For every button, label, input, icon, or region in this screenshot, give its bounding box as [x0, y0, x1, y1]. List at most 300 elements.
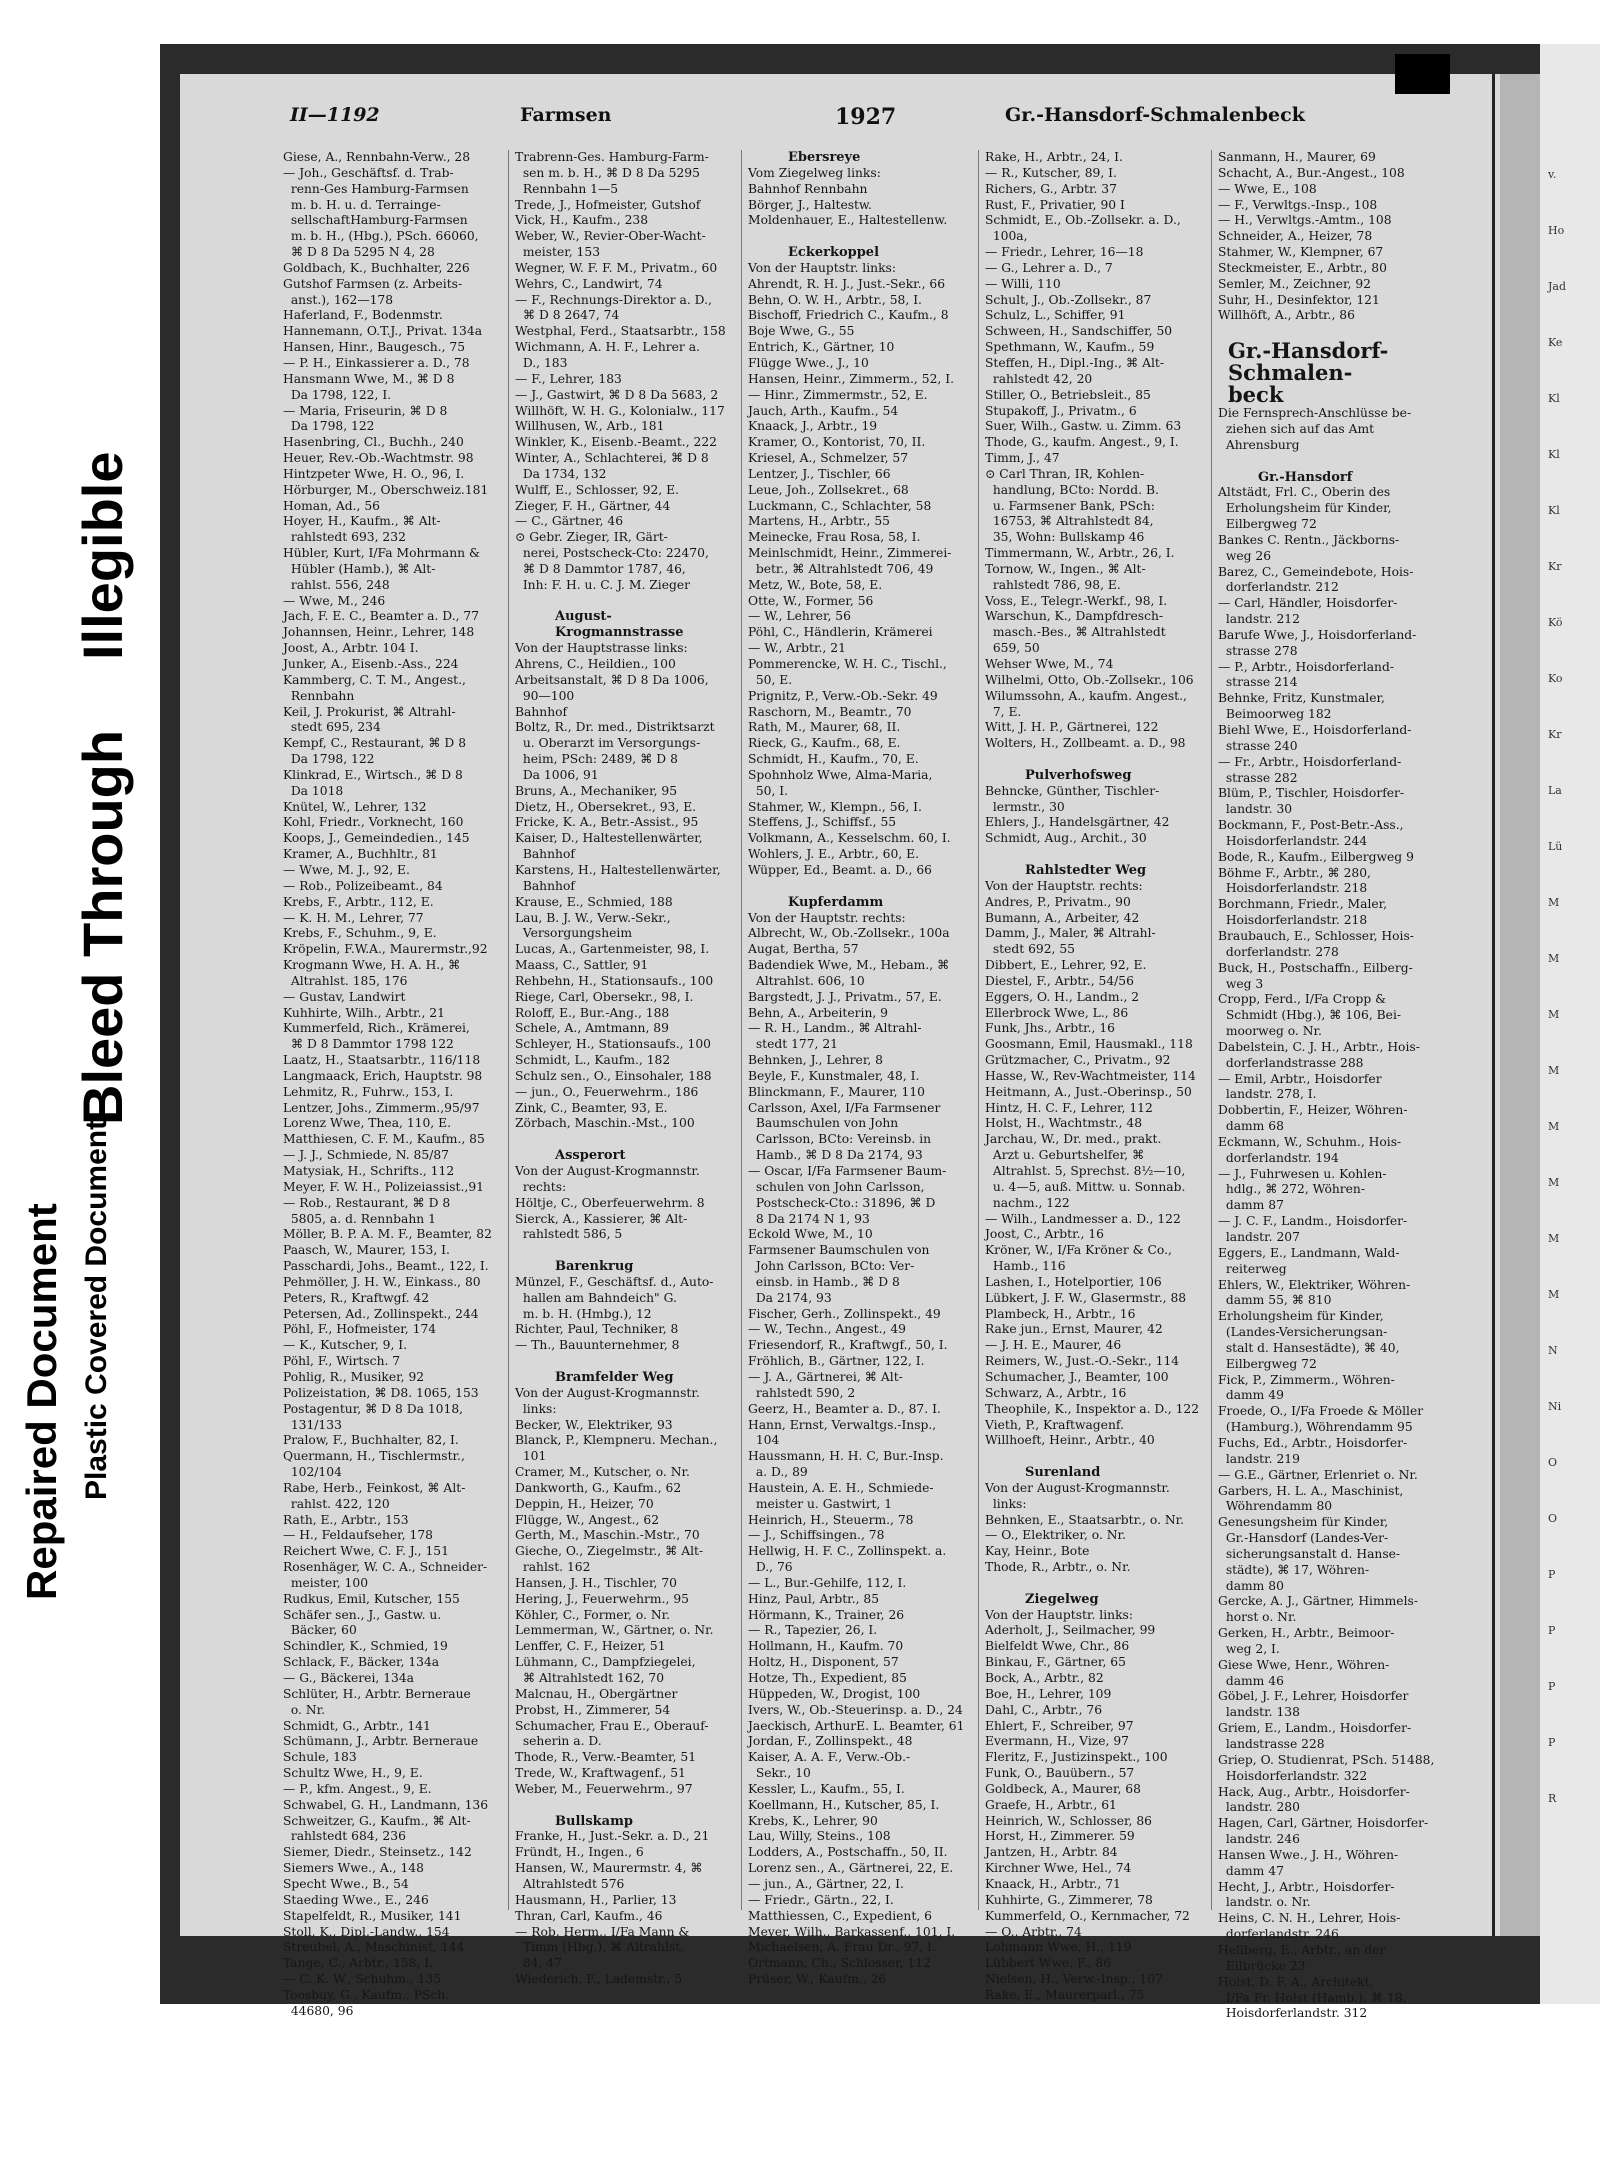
directory-entry: Böhme F., Arbtr., ⌘ 280, [1218, 865, 1371, 880]
directory-entry: Hann, Ernst, Verwaltgs.-Insp., [748, 1417, 937, 1432]
directory-entry: Martens, H., Arbtr., 55 [748, 514, 890, 529]
directory-entry: Kriesel, A., Schmelzer, 57 [748, 451, 909, 466]
directory-entry: — jun., O., Feuerwehrm., 186 [515, 1084, 699, 1099]
directory-entry: landstr. 219 [1218, 1451, 1300, 1466]
directory-entry: Barez, C., Gemeindebote, Hois- [1218, 564, 1414, 579]
header-left-place: Farmsen [520, 104, 612, 126]
directory-entry: — R., Kutscher, 89, I. [985, 165, 1117, 180]
directory-entry: stedt 695, 234 [283, 720, 381, 735]
directory-entry: Vom Ziegelweg links: [748, 165, 881, 180]
directory-entry: — R. H., Landm., ⌘ Altrahl- [748, 1021, 922, 1036]
next-page-fragment: M [1548, 1288, 1560, 1301]
directory-entry: — Friedr., Lehrer, 16—18 [985, 245, 1144, 260]
directory-entry: Münzel, F., Geschäftsf. d., Auto- [515, 1274, 714, 1289]
directory-entry: ziehen sich auf das Amt [1218, 421, 1375, 436]
directory-entry: Schulz sen., O., Einsohaler, 188 [515, 1068, 712, 1083]
directory-entry: Albrecht, W., Ob.-Zollsekr., 100a [748, 926, 950, 941]
directory-entry: Lübbert Wwe, F., 86 [985, 1956, 1112, 1971]
directory-entry: Karstens, H., Haltestellenwärter, [515, 862, 721, 877]
directory-entry: Hoisdorferlandstr. 312 [1218, 2006, 1368, 2021]
directory-entry: Heinrich, W., Schlosser, 86 [985, 1813, 1152, 1828]
directory-entry: meister, 100 [283, 1575, 369, 1590]
directory-entry: Lenffer, C. F., Heizer, 51 [515, 1639, 666, 1654]
directory-entry: Gr.-Hansdorf (Landes-Ver- [1218, 1531, 1389, 1546]
directory-entry: Rosenhäger, W. C. A., Schneider- [283, 1560, 488, 1575]
directory-entry: Kirchner Wwe, Hel., 74 [985, 1861, 1132, 1876]
directory-entry: — J., Schiffsingen., 78 [748, 1528, 885, 1543]
directory-entry: damm 87 [1218, 1198, 1284, 1213]
directory-entry: Siemers Wwe., A., 148 [283, 1861, 424, 1876]
directory-entry: Da 1798, 122 [283, 419, 375, 434]
directory-entry: Goosmann, Emil, Hausmakl., 118 [985, 1037, 1193, 1052]
directory-entry: — Gustav, Landwirt [283, 989, 406, 1004]
directory-entry: strasse 240 [1218, 738, 1298, 753]
directory-entry: Von der Hauptstr. rechts: [748, 910, 906, 925]
street-heading: Eckerkoppel [788, 245, 880, 261]
directory-entry: Hansmann Wwe, M., ⌘ D 8 [283, 371, 455, 386]
directory-entry: Ahrensburg [1218, 437, 1300, 452]
directory-entry [985, 1449, 1199, 1465]
directory-entry: — Hinr., Zimmermstr., 52, E. [748, 387, 928, 402]
directory-entry: Weber, W., Revier-Ober-Wacht- [515, 229, 706, 244]
directory-entry: Diestel, F., Arbtr., 54/56 [985, 973, 1134, 988]
directory-entry: Pehmöller, J. H. W., Einkass., 80 [283, 1274, 481, 1289]
directory-entry: Binkau, F., Gärtner, 65 [985, 1655, 1126, 1670]
directory-entry: Willhöft, A., Arbtr., 86 [1218, 308, 1355, 323]
directory-entry: Winter, A., Schlachterei, ⌘ D 8 [515, 451, 709, 466]
directory-entry: Kay, Heinr., Bote [985, 1544, 1090, 1559]
directory-entry: Ehlert, F., Schreiber, 97 [985, 1718, 1134, 1733]
directory-entry: Da 2174, 93 [748, 1290, 832, 1305]
next-page-fragment: P [1548, 1568, 1556, 1581]
directory-entry: Jach, F. E. C., Beamter a. D., 77 [283, 609, 480, 624]
directory-entry: Peters, R., Kraftwgf. 42 [283, 1290, 430, 1305]
directory-entry: 100a, [985, 229, 1028, 244]
directory-entry: Aderholt, J., Seilmacher, 99 [985, 1623, 1156, 1638]
directory-entry: — J. H. E., Maurer, 46 [985, 1338, 1122, 1353]
directory-entry: Rake jun., Ernst, Maurer, 42 [985, 1322, 1163, 1337]
directory-entry: Jauch, Arth., Kaufm., 54 [748, 403, 899, 418]
directory-entry: Hack, Aug., Arbtr., Hoisdorfer- [1218, 1784, 1410, 1799]
directory-entry: — K., Kutscher, 9, I. [283, 1338, 408, 1353]
directory-entry: Grützmacher, C., Privatm., 92 [985, 1053, 1171, 1068]
directory-entry: Specht Wwe., B., 54 [283, 1876, 409, 1891]
directory-entry: Arzt u. Geburtshelfer, ⌘ [985, 1148, 1145, 1163]
directory-entry: Hübler, Kurt, I/Fa Mohrmann & [283, 546, 480, 561]
directory-entry: Eilbergweg 72 [1218, 1356, 1317, 1371]
next-page-fragment: Kö [1548, 616, 1563, 629]
directory-entry: rahlstedt 786, 98, E. [985, 577, 1121, 592]
directory-entry: Kummerfeld, Rich., Krämerei, [283, 1021, 470, 1036]
directory-entry: landstr. 278, I. [1218, 1087, 1317, 1102]
directory-entry: Wöhrendamm 80 [1218, 1499, 1333, 1514]
directory-entry: Möller, B. P. A. M. F., Beamter, 82 [283, 1227, 492, 1242]
directory-entry: Dankworth, G., Kaufm., 62 [515, 1480, 682, 1495]
directory-entry: Von der August-Krogmannstr. [515, 1164, 700, 1178]
directory-entry: Garbers, H. L. A., Maschinist, [1218, 1483, 1404, 1498]
directory-entry: Friesendorf, R., Kraftwgf., 50, I. [748, 1338, 948, 1353]
directory-entry: Pöhl, F., Wirtsch. 7 [283, 1354, 401, 1369]
directory-entry: landstr. 30 [1218, 802, 1293, 817]
directory-entry: Erholungsheim für Kinder, [1218, 1309, 1384, 1324]
directory-entry [515, 1354, 726, 1370]
street-heading: Ziegelweg [1025, 1591, 1099, 1607]
directory-entry: ⊙ Carl Thran, IR, Kohlen- [985, 466, 1145, 481]
directory-entry: Stapelfeldt, R., Musiker, 141 [283, 1908, 462, 1923]
directory-entry: Pohlig, R., Musiker, 92 [283, 1369, 425, 1384]
directory-entry: Schlack, F., Bäcker, 134a [283, 1655, 440, 1670]
directory-entry: Bielfeldt Wwe, Chr., 86 [985, 1639, 1130, 1654]
directory-entry: 131/133 [283, 1417, 342, 1432]
next-page-fragment: M [1548, 896, 1560, 909]
directory-entry: Genesungsheim für Kinder, [1218, 1515, 1389, 1530]
directory-entry: (Landes-Versicherungsan- [1218, 1325, 1388, 1340]
directory-entry: Evermann, H., Vize, 97 [985, 1734, 1129, 1749]
directory-entry: Pommerencke, W. H. C., Tischl., [748, 657, 947, 671]
directory-entry: Wilhelmi, Otto, Ob.-Zollsekr., 106 [985, 672, 1194, 687]
directory-entry: Die Fernsprech-Anschlüsse be- [1218, 406, 1412, 421]
directory-entry: Thode, G., kaufm. Angest., 9, I. [985, 435, 1179, 450]
directory-entry: Hintz, H. C. F., Lehrer, 112 [985, 1100, 1153, 1115]
next-page-fragment: Ko [1548, 672, 1563, 685]
directory-entry: Altrahlst. 606, 10 [748, 973, 865, 988]
directory-entry: Paasch, W., Maurer, 153, I. [283, 1243, 450, 1258]
directory-entry: Matthiesen, C. F. M., Kaufm., 85 [283, 1132, 485, 1147]
directory-entry: 5805, a. d. Rennbahn 1 [283, 1211, 436, 1226]
directory-entry [985, 1576, 1199, 1592]
directory-entry: Boltz, R., Dr. med., Distriktsarzt [515, 720, 715, 735]
directory-entry: Schmidt, L., Kaufm., 182 [515, 1053, 671, 1068]
directory-entry: — Rob. Herm., I/Fa Mann & [515, 1924, 690, 1939]
next-page-fragment: Ke [1548, 336, 1563, 349]
directory-entry: Schumacher, Frau E., Oberauf- [515, 1718, 709, 1733]
directory-entry: 101 [515, 1449, 547, 1464]
directory-entry: Lau, B. J. W., Verw.-Sekr., [515, 910, 671, 925]
directory-entry: Wolters, H., Zollbeamt. a. D., 98 [985, 736, 1186, 751]
next-page-fragment: O [1548, 1512, 1558, 1525]
directory-entry: landstr. 280 [1218, 1800, 1300, 1815]
directory-entry: — H., Verwltgs.-Amtm., 108 [1218, 213, 1392, 228]
column-rule [978, 150, 979, 1910]
directory-entry: Klinkrad, E., Wirtsch., ⌘ D 8 [283, 767, 463, 782]
header-right-place: Gr.-Hansdorf-Schmalenbeck [1005, 104, 1305, 126]
directory-entry: Funk, Jhs., Arbtr., 16 [985, 1021, 1115, 1036]
directory-entry: Fröhlich, B., Gärtner, 122, I. [748, 1354, 925, 1369]
directory-entry: Hinz, Paul, Arbtr., 85 [748, 1591, 880, 1606]
directory-entry: betr., ⌘ Altrahlstedt 706, 49 [748, 561, 934, 576]
directory-entry: Junker, A., Eisenb.-Ass., 224 [283, 657, 459, 671]
directory-entry: Hansen Wwe., J. H., Wöhren- [1218, 1847, 1399, 1862]
directory-entry: meister, 153 [515, 245, 601, 260]
directory-entry: Farmsener Baumschulen von [748, 1243, 930, 1258]
directory-entry: Schule, 183 [283, 1750, 357, 1765]
directory-entry: (Hamburg.), Wöhrendamm 95 [1218, 1420, 1413, 1435]
directory-entry: Malcnau, H., Obergärtner [515, 1686, 678, 1701]
directory-entry: Petersen, Ad., Zollinspekt., 244 [283, 1306, 479, 1321]
directory-entry: Blanck, P., Klempneru. Mechan., [515, 1433, 718, 1448]
directory-entry: Hecht, J., Arbtr., Hoisdorfer- [1218, 1879, 1395, 1894]
directory-entry: Kessler, L., Kaufm., 55, I. [748, 1781, 905, 1796]
directory-entry: Von der Hauptstr. links: [985, 1607, 1133, 1622]
directory-entry: Hörburger, M., Oberschweiz.181 [283, 482, 489, 497]
directory-entry: — Th., Bauunternehmer, 8 [515, 1338, 680, 1353]
directory-entry: meister u. Gastwirt, 1 [748, 1496, 893, 1511]
directory-entry: 44680, 96 [283, 2003, 354, 2018]
directory-entry: Gercke, A. J., Gärtner, Himmels- [1218, 1594, 1418, 1609]
directory-entry: Dibbert, E., Lehrer, 92, E. [985, 958, 1147, 973]
next-page-fragment: M [1548, 1008, 1560, 1021]
directory-entry: — Rob., Restaurant, ⌘ D 8 [283, 1195, 451, 1210]
directory-entry: Hasse, W., Rev-Wachtmeister, 114 [985, 1068, 1196, 1083]
directory-entry: Biehl Wwe, E., Hoisdorferland- [1218, 723, 1412, 737]
directory-entry: Versorgungsheim [515, 926, 633, 941]
directory-entry: Altrahlst. 5, Sprechst. 8½—10, [985, 1164, 1186, 1178]
directory-entry: Braubauch, E., Schlosser, Hois- [1218, 928, 1414, 943]
label-plastic-covered-document: Plastic Covered Document [80, 1119, 113, 1500]
next-page-fragment: Jad [1548, 280, 1567, 293]
directory-entry: — W., Techn., Angest., 49 [748, 1322, 906, 1337]
next-page-fragment: Kr [1548, 728, 1562, 741]
page-header [290, 104, 1320, 138]
next-page-fragment: M [1548, 1120, 1560, 1133]
directory-entry: Schäfer sen., J., Gastw. u. [283, 1607, 442, 1622]
directory-entry: Rake, H., Arbtr., 24, I. [985, 150, 1123, 164]
directory-entry: Theophile, K., Inspektor a. D., 122 [985, 1401, 1200, 1416]
directory-entry: Ivers, W., Ob.-Steuerinsp. a. D., 24 [748, 1702, 963, 1717]
directory-entry: Zörbach, Maschin.-Mst., 100 [515, 1116, 695, 1131]
directory-entry: Kaiser, D., Haltestellenwärter, [515, 831, 703, 846]
directory-entry: Wüpper, Ed., Beamt. a. D., 66 [748, 862, 933, 877]
directory-entry: Riege, Carl, Obersekr., 98, I. [515, 989, 694, 1004]
directory-entry: Moldenhauer, E., Haltestellenw. [748, 213, 948, 228]
directory-entry: Schultz Wwe, H., 9, E. [283, 1766, 423, 1781]
directory-entry: ⌘ D 8 2647, 74 [515, 308, 620, 323]
directory-entry: Raschorn, M., Beamtr., 70 [748, 704, 912, 719]
directory-entry: Thode, R., Arbtr., o. Nr. [985, 1560, 1131, 1575]
header-year: 1927 [835, 104, 897, 130]
directory-entry: Eilbergweg 72 [1218, 517, 1317, 532]
directory-entry: Cropp, Ferd., I/Fa Cropp & [1218, 992, 1387, 1007]
directory-entry: Zieger, F. H., Gärtner, 44 [515, 498, 671, 513]
directory-entry: Hamb., ⌘ D 8 Da 2174, 93 [748, 1148, 923, 1163]
page-edge [1500, 74, 1540, 1936]
directory-entry: Bahnhof [515, 878, 575, 893]
directory-entry: Hoisdorferlandstr. 218 [1218, 881, 1368, 896]
directory-entry: Hintzpeter Wwe, H. O., 96, I. [283, 466, 465, 481]
directory-entry: 659, 50 [985, 641, 1040, 656]
directory-entry [748, 229, 964, 245]
directory-entry: — F., Verwltgs.-Insp., 108 [1218, 197, 1378, 212]
directory-entry: Cramer, M., Kutscher, o. Nr. [515, 1465, 690, 1480]
directory-entry: Rake, E., Maurerparl., 75 [985, 1987, 1145, 2002]
directory-entry: — Joh., Geschäftsf. d. Trab- [283, 165, 454, 180]
directory-entry: rahlst. 422, 120 [283, 1496, 390, 1511]
directory-entry: Beyle, F., Kunstmaler, 48, I. [748, 1068, 920, 1083]
directory-entry: Wehser Wwe, M., 74 [985, 657, 1114, 671]
directory-entry: Behnke, Fritz, Kunstmaler, [1218, 691, 1385, 706]
directory-entry: Lorenz Wwe, Thea, 110, E. [283, 1116, 452, 1131]
directory-column-3 [748, 150, 964, 1988]
directory-entry: Göbel, J. F., Lehrer, Hoisdorfer [1218, 1689, 1409, 1704]
directory-entry: — R., Tapezier, 26, I. [748, 1623, 878, 1638]
directory-entry: Steckmeister, E., Arbtr., 80 [1218, 260, 1387, 275]
directory-entry: Hasenbring, Cl., Buchh., 240 [283, 435, 464, 450]
directory-entry: nachm., 122 [985, 1195, 1070, 1210]
directory-entry: — G., Lehrer a. D., 7 [985, 260, 1113, 275]
directory-entry: Tange, C., Arbtr., 158, I. [283, 1956, 434, 1971]
directory-entry: Wilumssohn, A., kaufm. Angest., [985, 688, 1187, 703]
directory-entry: 84, 47 [515, 1956, 562, 1971]
directory-entry: Ehlers, W., Elektriker, Wöhren- [1218, 1277, 1411, 1292]
directory-entry: Joost, C., Arbtr., 16 [985, 1227, 1104, 1242]
directory-entry: Lau, Willy, Steins., 108 [748, 1829, 891, 1844]
directory-entry: — Maria, Friseurin, ⌘ D 8 [283, 403, 448, 418]
directory-entry: — Friedr., Gärtn., 22, I. [748, 1892, 894, 1907]
directory-entry: Dahl, C., Arbtr., 76 [985, 1702, 1103, 1717]
directory-entry: — J. A., Gärtnerei, ⌘ Alt- [748, 1369, 903, 1384]
directory-entry: Baumschulen von John [748, 1116, 899, 1131]
directory-entry: Hansen, W., Maurermstr. 4, ⌘ [515, 1861, 703, 1876]
directory-entry: Heinrich, H., Steuerm., 78 [748, 1512, 914, 1527]
directory-entry: Giese, A., Rennbahn-Verw., 28 [283, 150, 471, 164]
directory-entry: — J. J., Schmiede, N. 85/87 [283, 1148, 449, 1163]
directory-entry: — C. K. W., Schuhm., 135 [283, 1972, 442, 1987]
directory-entry: strasse 278 [1218, 643, 1298, 658]
directory-entry: Knaack, H., Arbtr., 71 [985, 1876, 1121, 1891]
directory-entry: Knütel, W., Lehrer, 132 [283, 799, 427, 814]
directory-entry: Otte, W., Former, 56 [748, 593, 874, 608]
directory-entry: Homan, Ad., 56 [283, 498, 380, 513]
directory-entry: renn-Ges Hamburg-Farmsen [283, 181, 469, 196]
directory-entry: moorweg o. Nr. [1218, 1024, 1322, 1039]
next-page-fragment: P [1548, 1736, 1556, 1749]
directory-entry: ⌘ D 8 Dammtor 1798 122 [283, 1037, 454, 1052]
directory-entry: Trede, J., Hofmeister, Gutshof [515, 197, 701, 212]
directory-entry: Schleyer, H., Stationsaufs., 100 [515, 1037, 711, 1052]
next-page-fragment: Kl [1548, 448, 1560, 461]
directory-entry: Boe, H., Lehrer, 109 [985, 1686, 1112, 1701]
directory-entry: Rath, E., Arbtr., 153 [283, 1512, 409, 1527]
directory-entry: Tornow, W., Ingen., ⌘ Alt- [985, 561, 1146, 576]
directory-entry: Flügge, W., Angest., 62 [515, 1512, 660, 1527]
street-heading: Bullskamp [555, 1813, 633, 1829]
directory-entry: Fricke, K. A., Betr.-Assist., 95 [515, 815, 699, 830]
directory-entry: Suhr, H., Desinfektor, 121 [1218, 292, 1380, 307]
directory-entry: hallen am Bahndeich" G. [515, 1290, 677, 1305]
directory-entry: Wulff, E., Schlosser, 92, E. [515, 482, 679, 497]
directory-entry: — P. H., Einkassierer a. D., 78 [283, 355, 470, 370]
directory-entry: Joost, A., Arbtr. 104 I. [283, 641, 419, 656]
directory-entry: Suer, Wilh., Gastw. u. Zimm. 63 [985, 419, 1182, 434]
directory-entry: — J. C. F., Landm., Hoisdorfer- [1218, 1214, 1408, 1229]
street-heading: Rahlstedter Weg [1025, 862, 1147, 878]
directory-entry: — Fr., Arbtr., Hoisdorferland- [1218, 754, 1402, 769]
next-page-fragment: Kl [1548, 392, 1560, 405]
directory-entry: — H., Feldaufseher, 178 [283, 1528, 433, 1543]
directory-entry: Trabrenn-Ges. Hamburg-Farm- [515, 150, 709, 164]
directory-entry: Flügge Wwe., J., 10 [748, 355, 869, 370]
directory-entry: Kempf, C., Restaurant, ⌘ D 8 [283, 736, 467, 751]
directory-entry: Willhöft, W. H. G., Kolonialw., 117 [515, 403, 725, 418]
directory-entry: Prüser, W., Kaufm., 26 [748, 1972, 887, 1987]
directory-entry: Rabe, Herb., Feinkost, ⌘ Alt- [283, 1480, 466, 1495]
directory-entry: Staeding Wwe., E., 246 [283, 1892, 429, 1907]
directory-entry: Entrich, K., Gärtner, 10 [748, 340, 895, 355]
column-rule [508, 150, 509, 1910]
directory-entry: Kohl, Friedr., Vorknecht, 160 [283, 815, 464, 830]
directory-entry: Hamb., 116 [985, 1259, 1066, 1274]
directory-entry: Blüm, P., Tischler, Hoisdorfer- [1218, 786, 1405, 801]
directory-entry: 104 [748, 1433, 780, 1448]
directory-entry: Timm, J., 47 [985, 451, 1060, 466]
directory-entry: rahlstedt 684, 236 [283, 1829, 406, 1844]
directory-entry: Da 1798, 122, I. [283, 387, 392, 402]
directory-entry: sen m. b. H., ⌘ D 8 Da 5295 [515, 165, 700, 180]
directory-entry: Sierck, A., Kassierer, ⌘ Alt- [515, 1211, 688, 1226]
directory-entry: 50, E. [748, 672, 793, 687]
directory-entry: Kammberg, C. T. M., Angest., [283, 672, 466, 687]
directory-entry: Altrahlstedt 576 [515, 1876, 625, 1891]
directory-entry: Horst, H., Zimmerer. 59 [985, 1829, 1135, 1844]
directory-entry: Hotze, Th., Expedient, 85 [748, 1671, 907, 1685]
directory-entry: Bumann, A., Arbeiter, 42 [985, 910, 1140, 925]
directory-entry: Kramer, O., Kontorist, 70, II. [748, 435, 926, 450]
directory-entry: Rehbehn, H., Stationsaufs., 100 [515, 973, 714, 988]
directory-entry [515, 594, 726, 610]
directory-entry: Höltje, C., Oberfeuerwehrm. 8 [515, 1195, 705, 1210]
directory-entry: anst.), 162—178 [283, 292, 394, 307]
directory-entry: damm 68 [1218, 1119, 1284, 1134]
column-rule [741, 150, 742, 1910]
directory-entry: — L., Bur.-Gehilfe, 112, I. [748, 1575, 907, 1590]
directory-entry: Westphal, Ferd., Staatsarbtr., 158 [515, 324, 726, 339]
directory-entry: Keil, J. Prokurist, ⌘ Altrahl- [283, 704, 456, 719]
directory-entry: Vieth, P., Kraftwagenf. [985, 1417, 1124, 1432]
directory-entry: Carlsson, BCto: Vereinsb. in [748, 1132, 932, 1147]
directory-entry: a. D., 89 [748, 1465, 808, 1480]
label-repaired-document: Repaired Document [18, 1203, 65, 1600]
directory-entry: Hoisdorferlandstr. 244 [1218, 833, 1368, 848]
directory-entry: Da 1734, 132 [515, 466, 607, 481]
directory-entry: Thode, R., Verw.-Beamter, 51 [515, 1750, 697, 1765]
directory-entry: Reimers, W., Just.-O.-Sekr., 114 [985, 1354, 1180, 1369]
next-page-fragment: N [1548, 1344, 1558, 1357]
directory-entry: Bahnhof [515, 704, 568, 719]
directory-entry: Köhler, C., Former, o. Nr. [515, 1607, 671, 1622]
street-heading: Assperort [555, 1148, 626, 1164]
section-title: Gr.-Hansdorf- [1228, 338, 1389, 364]
directory-entry [515, 1798, 726, 1814]
directory-entry: Wohlers, J. E., Arbtr., 60, E. [748, 847, 920, 862]
directory-entry: — P., kfm. Angest., 9, E. [283, 1781, 432, 1796]
directory-entry: Becker, W., Elektriker, 93 [515, 1417, 673, 1432]
directory-entry: Behnken, J., Lehrer, 8 [748, 1053, 884, 1068]
directory-entry: — Carl, Händler, Hoisdorfer- [1218, 596, 1398, 611]
directory-entry: Krebs, F., Arbtr., 112, E. [283, 894, 434, 909]
directory-entry: Sekr., 10 [748, 1766, 811, 1781]
directory-entry: u. Oberarzt im Versorgungs- [515, 736, 701, 751]
next-page-fragment: P [1548, 1624, 1556, 1637]
directory-entry: Bruns, A., Mechaniker, 95 [515, 783, 678, 798]
column-rule [1211, 150, 1212, 1910]
next-page-fragment: Kr [1548, 560, 1562, 573]
directory-entry: Koops, J., Gemeindedien., 145 [283, 831, 470, 846]
directory-entry: stedt 692, 55 [985, 942, 1076, 957]
directory-entry: Graefe, H., Arbtr., 61 [985, 1797, 1117, 1812]
directory-entry: Meyer, F. W. H., Polizeiassist.,91 [283, 1179, 484, 1194]
directory-entry [748, 879, 964, 895]
directory-entry: Polizeistation, ⌘ D8. 1065, 153 [283, 1385, 479, 1400]
